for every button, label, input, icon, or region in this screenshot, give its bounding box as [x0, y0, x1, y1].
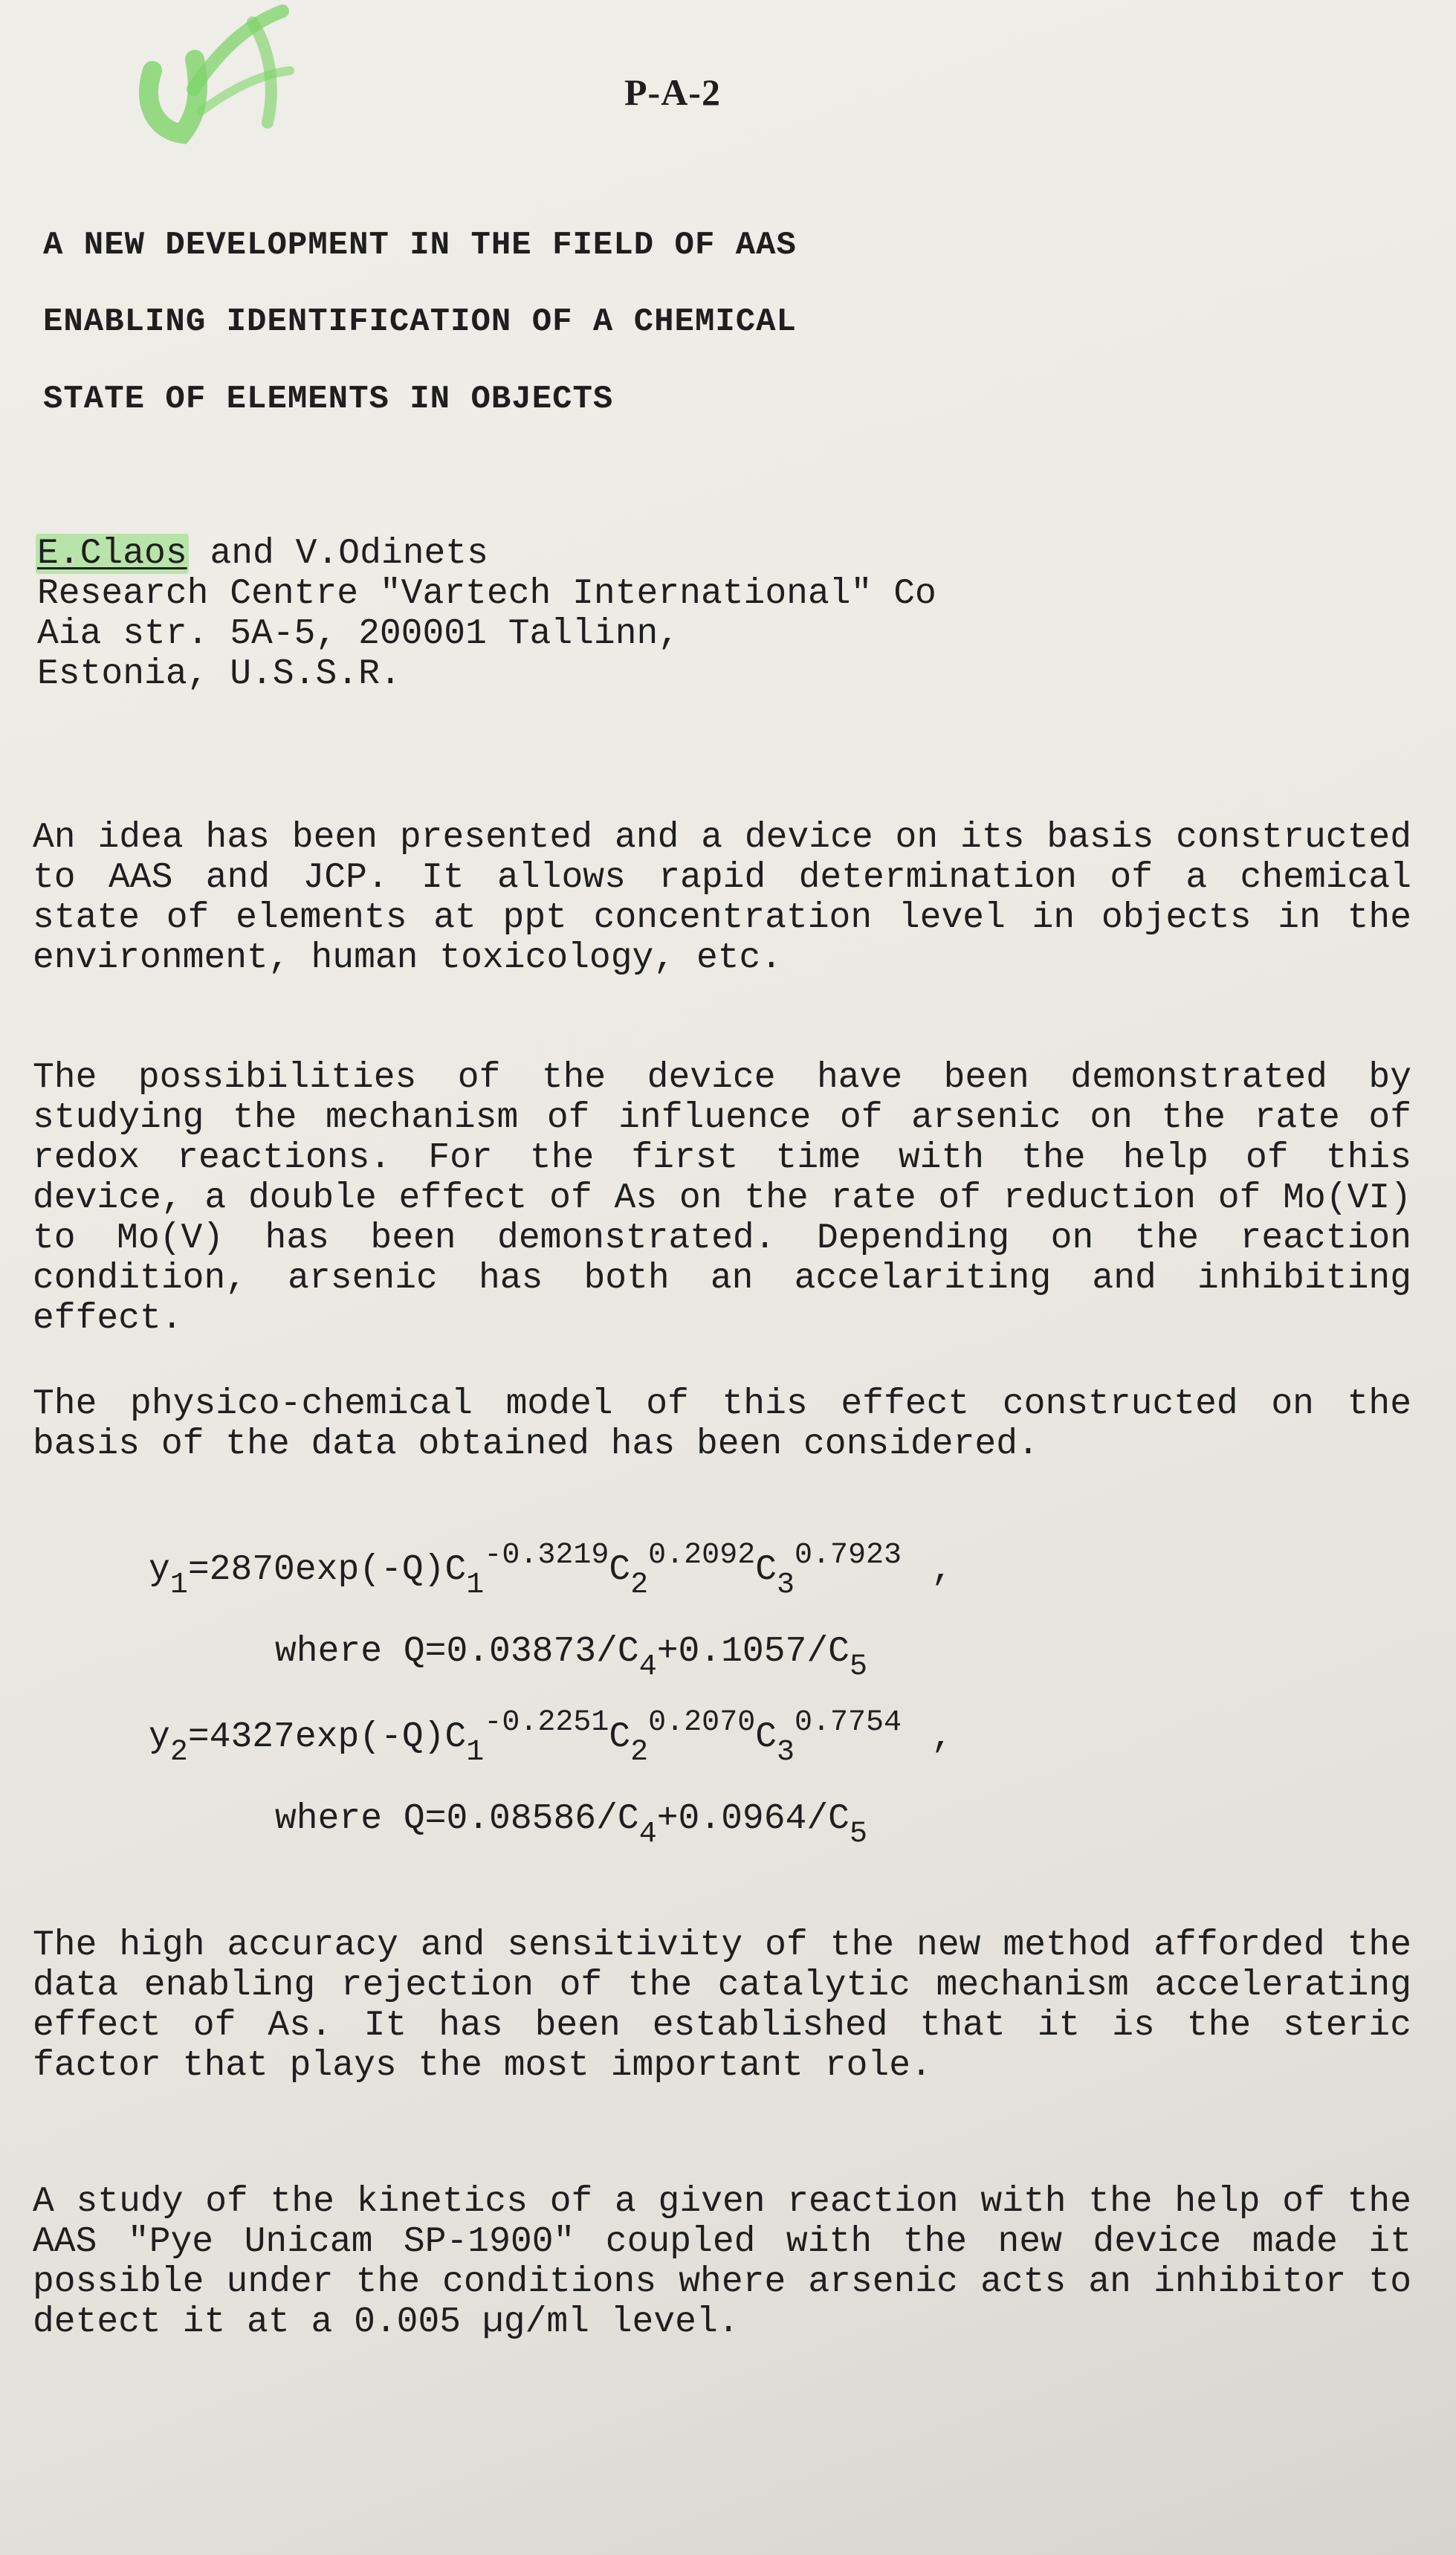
affiliation-line-1: Research Centre "Vartech International" Co — [37, 574, 936, 614]
first-author: E.Claos — [37, 534, 187, 574]
affiliation-line-2: Aia str. 5A-5, 200001 Tallinn, — [37, 614, 680, 654]
paragraph-2: The possibilities of the device have been demonstrated by studying the mechanism of influence of arsenic on the rate of redox reactions. For the first time with the help of this device, a double effect of As on the rate of reduction of Mo(VI) to Mo(V) has been demonstrated. Depending on the reaction condition, arsenic has both an accelariting and inhibiting effect. — [33, 1058, 1411, 1339]
affiliation-line-3: Estonia, U.S.S.R. — [37, 654, 401, 694]
title-line-3: STATE OF ELEMENTS IN OBJECTS — [43, 381, 614, 418]
equation-y2: $y_2=4327\exp(-Q)C_1^{-0.2251}C_2^{0.2070}C_3^{0.7754}$ , — [149, 1706, 953, 1769]
equation-where-2: where $Q=0.08586/C_4+0.0964/C_5$ — [275, 1799, 867, 1851]
document-code: P-A-2 — [624, 71, 721, 113]
title-line-2: ENABLING IDENTIFICATION OF A CHEMICAL — [43, 303, 797, 340]
paragraph-4: The high accuracy and sensitivity of the new method afforded the data enabling rejection of the catalytic mechanism accelerating effect of As. It has been established that it is the steric factor that plays the most important role. — [33, 1925, 1411, 2086]
co-author: and V.Odinets — [188, 534, 488, 574]
equation-y1: $y_1=2870\exp(-Q)C_1^{-0.3219}C_2^{0.2092}C_3^{0.7923}$ , — [149, 1539, 953, 1602]
paragraph-5: A study of the kinetics of a given reaction with the help of the AAS "Pye Unicam SP-1900" coupled with the new device made it possible under the conditions where arsenic acts an inhibitor to detect it at a 0.005 µg/ml level. — [33, 2182, 1411, 2342]
authors-block — [37, 534, 936, 694]
title-line-1: A NEW DEVELOPMENT IN THE FIELD OF AAS — [43, 227, 797, 264]
paragraph-1: An idea has been presented and a device on its basis constructed to AAS and JCP. It allows rapid determination of a chemical state of elements at ppt concentration level in objects in the environment, human toxicology, etc. — [33, 818, 1411, 978]
equation-where-1: where $Q=0.03873/C_4+0.1057/C_5$ — [275, 1632, 867, 1684]
paragraph-3: The physico-chemical model of this effect constructed on the basis of the data obtained has been considered. — [33, 1384, 1411, 1464]
handwritten-initials-mark — [111, 0, 334, 193]
